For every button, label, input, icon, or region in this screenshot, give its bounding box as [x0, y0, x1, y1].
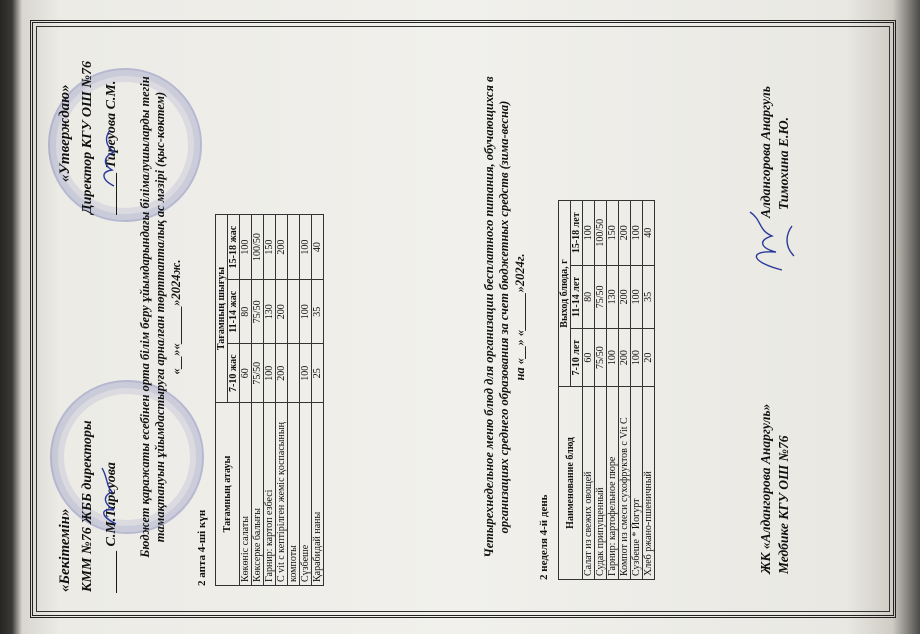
ru-portion-cell: 60	[583, 329, 595, 387]
kz-portion-cell: 130	[264, 280, 276, 344]
kz-table-row	[288, 215, 300, 586]
ru-dish-name: Судак припущенный	[595, 387, 607, 580]
ru-portion-cell: 80	[583, 265, 595, 329]
ru-portion-cell: 100	[631, 329, 643, 387]
ru-table-row	[607, 201, 619, 580]
kz-dish-name: Көкөніс салаты	[240, 403, 252, 586]
kz-day-label: 2 апта 4-ші күн	[196, 509, 208, 586]
ru-portion-cell: 130	[607, 265, 619, 329]
footer-left-line2: Медбике КГУ ОШ №76	[776, 435, 791, 574]
kz-dish-name: С vit с кептірілген жеміс қоспасының	[276, 403, 288, 586]
kz-col-name: Тағамның атауы	[216, 403, 240, 586]
ru-portion-cell: 200	[619, 329, 631, 387]
kz-portion-cell: 150	[264, 215, 276, 280]
kz-portion-cell: 100	[300, 344, 312, 403]
ru-col-age3: 15-18 лет	[571, 201, 583, 266]
kz-table-body	[240, 215, 324, 586]
kz-portion-cell: 200	[276, 344, 288, 403]
kz-table-row	[276, 215, 288, 586]
kz-table-row	[264, 215, 276, 586]
ru-portion-cell: 100	[631, 265, 643, 329]
ru-table-row	[583, 201, 595, 580]
ru-portion-cell: 100	[583, 201, 595, 266]
ru-dish-name: Сузбеше * Йогурт	[631, 387, 643, 580]
kz-table-row	[252, 215, 264, 586]
approval-left-name: ______ С.М.Тиреуова	[104, 462, 119, 592]
kz-table-row	[312, 215, 324, 586]
ru-portion-cell: 40	[643, 201, 655, 266]
kz-portion-cell: 75/50	[252, 280, 264, 344]
approval-right-position: Директор КГУ ОШ №76	[80, 60, 95, 214]
ru-col-age2: 11-14 лет	[571, 265, 583, 329]
ru-portion-cell: 200	[619, 265, 631, 329]
ru-menu-table	[558, 200, 655, 580]
kz-portion-cell: 100	[240, 215, 252, 280]
footer-right-line1: Алдангорова Анаргуль	[758, 86, 773, 218]
kz-portion-cell: 200	[276, 215, 288, 280]
footer-right-line2: Тимохина Е.Ю.	[776, 116, 791, 210]
signature-left	[96, 466, 122, 526]
ru-portion-cell: 75/50	[595, 265, 607, 329]
ru-title-line2: организациях среднего образования за счет бюджетных средств (зима-весна)	[497, 100, 511, 534]
kz-dish-name: Көксерке балығы	[252, 403, 264, 586]
kz-col-age1: 7-10 жас	[228, 344, 240, 403]
ru-title-line1: Четырехнедельное меню блюд для организации бесплатного питания, обучающихся в	[482, 76, 496, 558]
kz-col-group: Тағамның шығуы	[216, 215, 228, 403]
kz-portion-cell: 200	[276, 280, 288, 344]
ru-table-row	[619, 201, 631, 580]
kz-dish-name: Қарабидай наны	[312, 403, 324, 586]
ru-portion-cell: 100	[607, 329, 619, 387]
ru-date-line: на «__» «______»2024г.	[513, 253, 527, 381]
ru-col-name: Наименование блюд	[559, 387, 583, 580]
ru-table-row	[595, 201, 607, 580]
kz-portion-cell	[288, 280, 300, 344]
kz-date-line: «__»«______»2024ж.	[169, 259, 183, 375]
kz-portion-cell: 100	[300, 215, 312, 280]
kz-table-row	[300, 215, 312, 586]
signature-right	[96, 128, 122, 188]
ru-table-row	[631, 201, 643, 580]
kz-col-age2: 11-14 жас	[228, 280, 240, 344]
ru-portion-cell: 100	[631, 201, 643, 266]
approval-right-heading: «Утверждаю»	[57, 84, 73, 182]
ru-portion-cell: 100/50	[595, 201, 607, 266]
kz-portion-cell	[288, 215, 300, 280]
kz-dish-name: компоты	[288, 403, 300, 586]
ru-col-group: Выход блюда, г	[559, 201, 571, 387]
ru-dish-name: Салат из свежих овощей	[583, 387, 595, 580]
ru-col-age1: 7-10 лет	[571, 329, 583, 387]
kz-portion-cell: 80	[240, 280, 252, 344]
ru-table-row	[643, 201, 655, 580]
kz-col-age3: 15-18 жас	[228, 215, 240, 280]
kz-title-line1: Бюджет қаражаты есебінен орта білім беру ұйымдарындағы білімалушыларды тегін	[138, 76, 152, 558]
ru-portion-cell: 20	[643, 329, 655, 387]
ru-day-label: 2 неделя 4-й день	[538, 494, 550, 580]
kz-portion-cell	[288, 344, 300, 403]
kz-portion-cell: 100/50	[252, 215, 264, 280]
kz-portion-cell: 60	[240, 344, 252, 403]
kz-portion-cell: 100	[300, 280, 312, 344]
footer-left-line1: ЖК «Алдангорова Анаргуль»	[758, 403, 773, 574]
kz-table-row	[240, 215, 252, 586]
ru-portion-cell: 150	[607, 201, 619, 266]
kz-portion-cell: 100	[264, 344, 276, 403]
kz-menu-table	[215, 214, 324, 586]
ru-portion-cell: 75/50	[595, 329, 607, 387]
ru-table-body	[583, 201, 655, 580]
kz-portion-cell: 40	[312, 215, 324, 280]
kz-portion-cell: 75/50	[252, 344, 264, 403]
ru-dish-name: Компот из смеси сухофруктов с Vit C	[619, 387, 631, 580]
ru-portion-cell: 35	[643, 265, 655, 329]
kz-portion-cell: 35	[312, 280, 324, 344]
kz-title-line2: тамақтануын ұйымдастыруға арналған төрттапталық ас мәзірі (қыс-көктем)	[153, 91, 167, 543]
kz-portion-cell: 25	[312, 344, 324, 403]
kz-dish-name: Гарнир: картоп езбесі	[264, 403, 276, 586]
ru-portion-cell: 200	[619, 201, 631, 266]
approval-left-position: КММ №76 ЖББ директоры	[80, 420, 95, 592]
kz-dish-name: Сүзбеше	[300, 403, 312, 586]
approval-right-name: ______ Тиреуова С.М.	[104, 80, 119, 214]
ru-dish-name: Хлеб ржано-пшеничный	[643, 387, 655, 580]
approval-left-heading: «Бекітемін»	[57, 508, 73, 592]
ru-dish-name: Гарнир: картофельное пюре	[607, 387, 619, 580]
signature-medic	[742, 206, 802, 276]
